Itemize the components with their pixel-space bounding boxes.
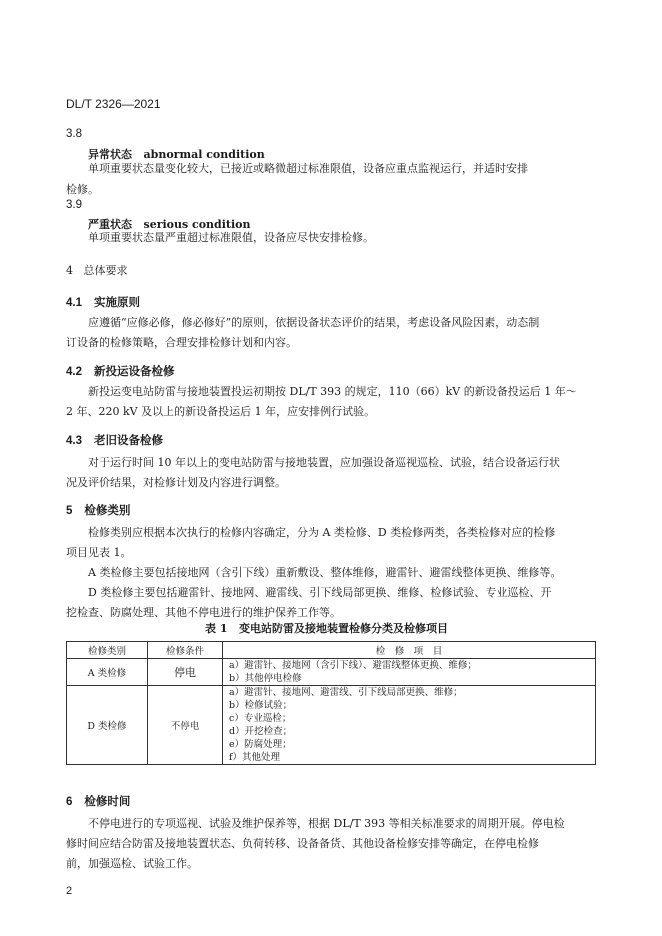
item: e）防腐处理；: [229, 739, 292, 750]
section-6-line1: 不停电进行的专项巡视、试验及维护保养等，根据 DL/T 393 等相关标准要求的周期开展。停电检: [88, 817, 565, 830]
standard-header: DL/T 2326—2021: [66, 97, 161, 111]
section-title: 实施原则: [94, 295, 141, 309]
item: b）检修试验；: [229, 700, 293, 711]
row-condition: 停电: [148, 659, 223, 686]
item: f）其他处理: [229, 752, 281, 763]
row-items: [223, 659, 596, 686]
section-number: 6: [66, 796, 73, 808]
section-number: 5: [66, 505, 73, 517]
clause-3-8-number: 3.8: [66, 128, 82, 140]
section-number: 4: [66, 264, 73, 277]
table-header-row: [67, 642, 596, 659]
item: a）避雷针、接地网、避雷线、引下线局部更换、维修；: [229, 687, 463, 698]
section-5-heading: [66, 502, 130, 518]
clause-3-9-number: 3.9: [66, 199, 82, 211]
header-category: 检修类别: [67, 642, 148, 659]
section-4-1-heading: [66, 294, 140, 310]
section-4-3-line1: 对于运行时间 10 年以上的变电站防雷与接地装置，应加强设备巡视巡检、试验，结合设备运行状: [88, 456, 560, 469]
row-items: [223, 686, 596, 765]
section-title: 总体要求: [83, 264, 128, 277]
section-5-para2: A 类检修主要包括接地网（含引下线）重新敷设、整体维修，避雷针、避雷线整体更换、维修等。: [88, 566, 562, 579]
clause-3-8-definition-line2: 检修。: [66, 183, 99, 196]
table-row: [67, 659, 596, 686]
section-title: 老旧设备检修: [94, 433, 164, 447]
section-4-2-line1: 新投运变电站防雷与接地装置投运初期按 DL/T 393 的规定，110（66）kV 的新设备投运后 1 年～: [88, 385, 577, 398]
header-items: 检 修 项 目: [223, 642, 596, 659]
clause-3-9-definition: 单项重要状态量严重超过标准限值，设备应尽快安排检修。: [88, 231, 374, 244]
row-category: D 类检修: [67, 686, 148, 765]
term-cn: 异常状态: [88, 148, 132, 161]
section-5-para3-line1: D 类检修主要包括避雷针、接地网、避雷线、引下线局部更换、维修、检修试验、专业巡检、开: [88, 586, 552, 599]
item: b）其他停电检修: [229, 673, 302, 684]
table-title: 变电站防雷及接地装置检修分类及检修项目: [238, 622, 448, 635]
section-5-para1-line2: 项目见表 1。: [66, 546, 132, 559]
clause-3-8-definition-line1: 单项重要状态量变化较大，已接近或略微超过标准限值，设备应重点监视运行，并适时安排: [88, 162, 528, 175]
term-cn: 严重状态: [88, 218, 132, 231]
section-4-1-line2: 订设备的检修策略，合理安排检修计划和内容。: [66, 336, 297, 349]
section-4-1-line1: 应遵循“应修必修，修必修好”的原则，依据设备状态评价的结果，考虑设备风险因素，动态制: [88, 316, 540, 329]
section-number: 4.3: [66, 435, 82, 447]
term-en: abnormal condition: [143, 148, 265, 161]
section-number: 4.1: [66, 297, 82, 309]
section-4-heading: [66, 262, 128, 278]
section-title: 检修时间: [84, 794, 131, 808]
section-6-line3: 前，加强巡检、试验工作。: [66, 857, 198, 870]
row-category: A 类检修: [67, 659, 148, 686]
term-en: serious condition: [143, 218, 251, 231]
section-6-line2: 修时间应结合防雷及接地装置状态、负荷转移、设备备货、其他设备检修安排等确定，在停电检修: [66, 837, 539, 850]
section-6-heading: [66, 793, 130, 809]
item: a）避雷针、接地网（含引下线）、避雷线整体更换、维修；: [229, 660, 477, 671]
page-number: 2: [66, 885, 73, 897]
section-number: 4.2: [66, 366, 82, 378]
section-4-3-heading: [66, 432, 163, 448]
section-title: 新投运设备检修: [94, 364, 175, 378]
row-condition: 不停电: [148, 686, 223, 765]
section-title: 检修类别: [84, 503, 131, 517]
item: c）专业巡检；: [229, 713, 292, 724]
section-4-2-heading: [66, 363, 175, 379]
table-number: 表 1: [205, 622, 228, 635]
section-4-2-line2: 2 年、220 kV 及以上的新设备投运后 1 年，应安排例行试验。: [66, 405, 376, 418]
table-row: [67, 686, 596, 765]
section-5-para3-line2: 挖检查、防腐处理、其他不停电进行的维护保养工作等。: [66, 606, 341, 619]
table-1: [66, 641, 596, 765]
section-5-para1-line1: 检修类别应根据本次执行的检修内容确定，分为 A 类检修、D 类检修两类，各类检修对应的检修: [88, 526, 556, 539]
section-4-3-line2: 况及评价结果，对检修计划及内容进行调整。: [66, 476, 286, 489]
header-condition: 检修条件: [148, 642, 223, 659]
item: d）开挖检查；: [229, 726, 293, 737]
table-1-caption: [205, 620, 448, 636]
